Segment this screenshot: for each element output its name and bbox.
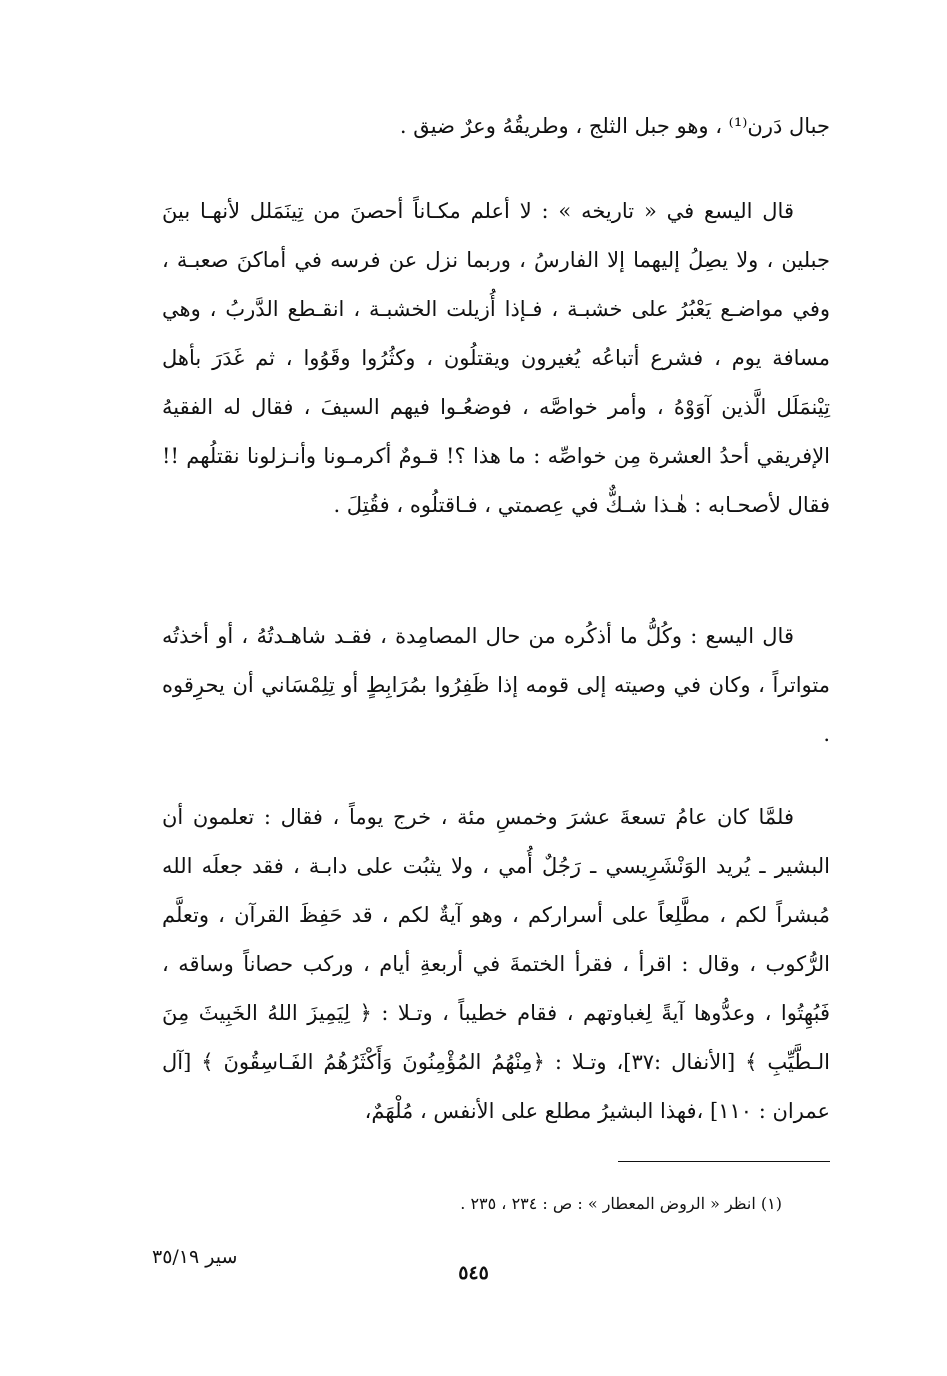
page-number: ٥٤٥ (458, 1262, 489, 1284)
footnote: (١) انظر « الروض المعطار » : ص : ٢٣٤ ، ٢٣٥ . (460, 1194, 782, 1213)
paragraph-1: قال اليسع في « تاريخه » : لا أعلم مكـاناً أحصنَ من تِينَمَلل لأنهـا بينَ جبلين ، ولا يصِلُ إليهما إلا الفارسُ ، وربما نزل عن فرسه في أماكنَ صعبـة ، وفي مواضـع يَعْبُرُ على خشبـة ، فـإذا أُزيلت الخشبـة ، انقـطع الدَّربُ ، وهي مسافة يوم ، فشرع أتباعُه يُغيرون ويقتلُون ، وكثُرُوا وقَوُوا ، ثم غَدَرَ بأهل تِيْنمَلَل الَّذين آوَوْهُ ، وأمر خواصَّه ، فوضعُـوا فيهم السيفَ ، فقال له الفقيهُ الإفريقي أحدُ العشرة مِن خواصِّه : ما هذا ؟! قـومٌ أكرمـونا وأنـزلونا نقتلُهم !! فقال لأصحـابه : هٰـذا شـكٌّ في عِصمتي ، فـاقتلُوه ، فقُتِلَ . (162, 199, 830, 517)
signature-mark: سير ٣٥/١٩ (152, 1246, 238, 1268)
paragraph-2: قال اليسع : وكُلُّ ما أذكُره من حال المصامِدة ، فقـد شاهـدتُهُ ، أو أخذتُه متواتراً ، وكان في وصيته إلى قومه إذا ظَفِرُوا بمُرَابِطٍ أو تِلِمْسَاني أن يحرِقوه . (162, 624, 830, 746)
intro-line: جبال دَرن⁽¹⁾ ، وهو جبل الثلج ، وطريقُهُ وعرٌ ضيق . (399, 114, 830, 138)
footnote-divider (618, 1161, 830, 1162)
paragraph-3: فلمَّا كان عامُ تسعةَ عشرَ وخمسِ مئة ، خرج يوماً ، فقال : تعلمون أن البشير ـ يُريد الوَنْشَرِيسي ـ رَجُلٌ أُمي ، ولا يثبُت على دابـة ، فقد جعلَه الله مُبشراً لكم ، مطَّلِعاً على أسراركم ، وهو آيةٌ لكم ، قد حَفِظَ القرآن ، وتعلَّم الرُّكوب ، وقال : اقرأ ، فقرأ الختمةَ في أربعةِ أيام ، وركب حصاناً وساقه ، فَبُهِتُوا ، وعدُّوها آيةً لِغباوتهم ، فقام خطيباً ، وتـلا : ﴿ لِيَمِيزَ اللهُ الخَبِيثَ مِنَ الـطَّيِّبِ ﴾ [الأنفال :٣٧]، وتـلا : ﴿مِنْهُمُ المُؤْمِنُونَ وَأَكْثَرُهُمُ الفَـاسِقُونَ ﴾ [آل عمران : ١١٠] ،فهذا البشيرُ مطلع على الأنفس ، مُلْهَمٌ، (162, 805, 830, 1123)
